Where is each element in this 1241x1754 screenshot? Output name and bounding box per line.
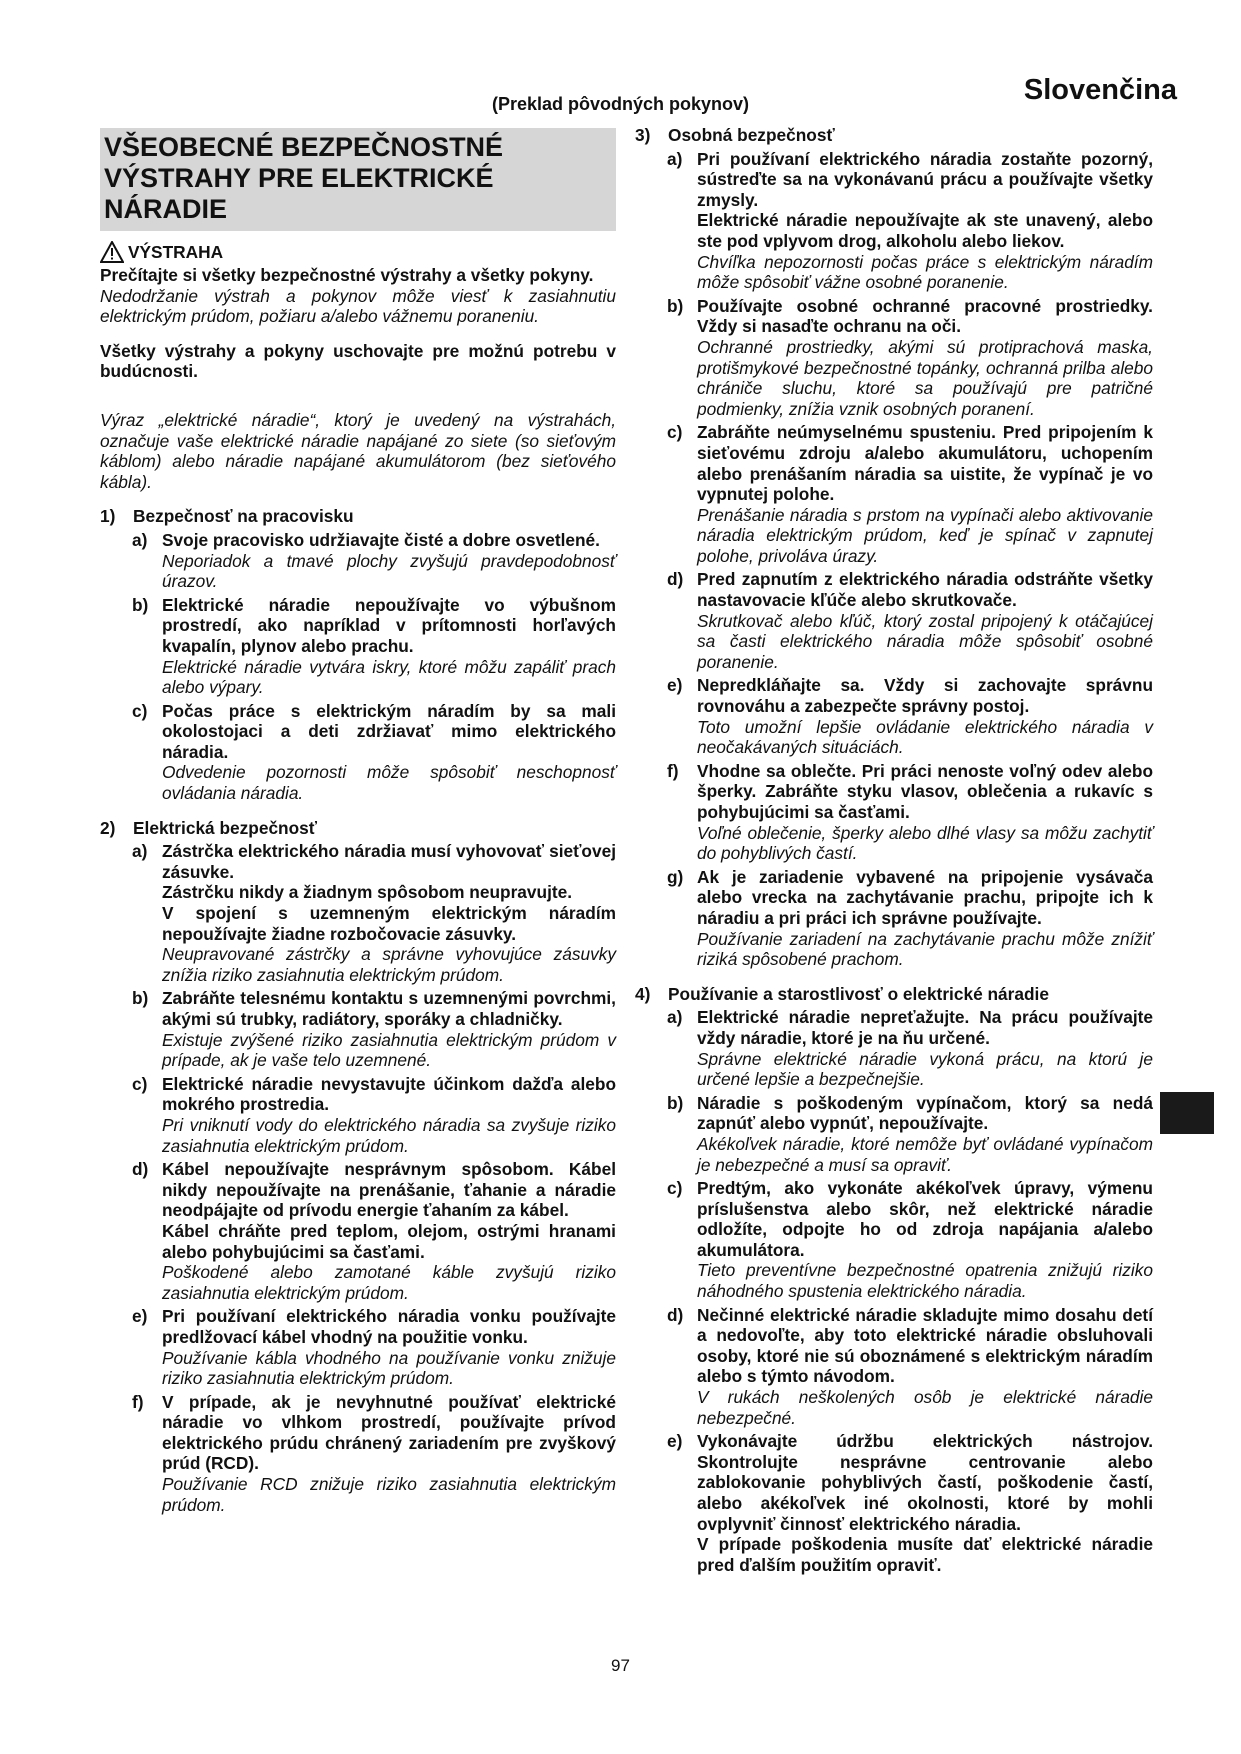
term-definition: Výraz „elektrické náradie“, ktorý je uvedený na výstrahách, označuje vaše elektrické náradie napájané zo siete (so sieťovým káblom) alebo náradie napájané akumulátorom (bez sieťového kábla).	[100, 409, 616, 492]
list-item: f) Vhodne sa oblečte. Pri práci nenoste voľný odev alebo šperky. Zabráňte styku vlasov, oblečenia a rukavíc s pohybujúcimi sa časťami. Voľné oblečenie, šperky alebo dlhé vlasy sa môžu zachytiť do pohyblivých častí.	[667, 760, 1153, 864]
list-item: c) Počas práce s elektrickým náradím by sa mali okolostojaci a deti zdržiavať mimo elektrického náradia. Odvedenie pozornosti môže spôsobiť neschopnosť ovládania náradia.	[132, 700, 616, 804]
section-title: VŠEOBECNÉ BEZPEČNOSTNÉ VÝSTRAHY PRE ELEKTRICKÉ NÁRADIE	[100, 128, 616, 231]
warning-heading	[100, 241, 616, 263]
chapter-tab-marker	[1160, 1092, 1214, 1134]
warning-triangle-icon	[100, 241, 124, 263]
section-4-heading: 4) Používanie a starostlivosť o elektrické náradie	[635, 983, 1049, 1004]
list-item: e) Vykonávajte údržbu elektrických nástrojov. Skontrolujte nesprávne centrovanie alebo zablokovanie pohyblivých častí, poškodenie častí, alebo akékoľvek iné okolnosti, ktoré by mohli ovplyvniť činnosť elektrického náradia. V prípade poškodenia musíte dať elektrické náradie pred ďalším použitím opraviť.	[667, 1431, 1153, 1575]
section-2-heading: 2) Elektrická bezpečnosť	[100, 817, 318, 838]
left-column	[100, 128, 616, 1515]
list-item: b) Používajte osobné ochranné pracovné prostriedky. Vždy si nasaďte ochranu na oči. Ochranné prostriedky, akými sú protiprachová maska, protišmykové bezpečnostné topánky, ochranná prilba alebo chrániče sluchu, ktoré sa používajú pre patričné podmienky, znížia vznik osobných poranení.	[667, 295, 1153, 419]
list-item: c) Zabráňte neúmyselnému spusteniu. Pred pripojením k sieťovému zdroju a/alebo akumulátoru, uchopením alebo prenášaním náradia sa uistite, že vypínač je vo vypnutej polohe. Prenášanie náradia s prstom na vypínači alebo aktivovanie náradia elektrickým prúdom, keď je spínač v zapnutej polohe, privoláva úrazy.	[667, 422, 1153, 566]
list-item: g) Ak je zariadenie vybavené na pripojenie vysávača alebo vrecka na zachytávanie prachu, pripojte ich k náradiu a pri práci ich správne používajte. Používanie zariadení na zachytávanie prachu môže znížiť riziká spôsobené prachom.	[667, 866, 1153, 970]
list-item: e) Pri používaní elektrického náradia vonku používajte predlžovací kábel vhodný na použitie vonku. Používanie kábla vhodného na používanie vonku znižuje riziko zasiahnutia elektrickým prúdom.	[132, 1306, 616, 1389]
list-item: f) V prípade, ak je nevyhnutné používať elektrické náradie vo vlhkom prostredí, používajte prívod elektrického prúdu chránený zariadením pre zvyškový prúd (RCD). Používanie RCD znižuje riziko zasiahnutia elektrickým prúdom.	[132, 1391, 616, 1515]
list-item: d) Nečinné elektrické náradie skladujte mimo dosahu detí a nedovoľte, aby toto elektrické náradie obsluhovali osoby, ktoré nie sú oboznámené s elektrickým náradím alebo s týmto návodom. V rukách neškolených osôb je elektrické náradie nebezpečné.	[667, 1304, 1153, 1428]
list-item: a) Svoje pracovisko udržiavajte čisté a dobre osvetlené. Neporiadok a tmavé plochy zvyšujú pravdepodobnosť úrazov.	[132, 529, 616, 592]
list-item: d) Pred zapnutím z elektrického náradia odstráňte všetky nastavovacie kľúče alebo skrutkovače. Skrutkovač alebo kľúč, ktorý zostal pripojený k otáčajúcej sa časti elektrického náradia môže spôsobiť osobné poranenie.	[667, 569, 1153, 672]
section-3-heading: 3) Osobná bezpečnosť	[635, 125, 835, 145]
right-column	[635, 125, 1153, 1575]
list-item: a) Zástrčka elektrického náradia musí vyhovovať sieťovej zásuvke. Zástrčku nikdy a žiadnym spôsobom neupravujte. V spojení s uzemneným elektrickým náradím nepoužívajte žiadne rozbočovacie zásuvky. Neupravované zástrčky a správne vyhovujúce zásuvky znížia riziko zasiahnutia elektrickým prúdom.	[132, 841, 616, 985]
list-item: a) Pri používaní elektrického náradia zostaňte pozorný, sústreďte sa na vykonávanú prácu a používajte všetky zmysly. Elektrické náradie nepoužívajte ak ste unavený, alebo ste pod vplyvom drog, alkoholu alebo liekov. Chvíľka nepozornosti počas práce s elektrickým náradím môže spôsobiť vážne osobné poranenie.	[667, 148, 1153, 293]
list-item: e) Nepredkláňajte sa. Vždy si zachovajte správnu rovnováhu a zabezpečte správny postoj. Toto umožní lepšie ovládanie elektrického náradia v neočakávaných situáciách.	[667, 675, 1153, 758]
translation-subtitle: (Preklad pôvodných pokynov)	[491, 94, 750, 114]
list-item: d) Kábel nepoužívajte nesprávnym spôsobom. Kábel nikdy nepoužívajte na prenášanie, ťahanie a náradie neodpájajte od prívodu energie ťahaním za kábel. Kábel chráňte pred teplom, olejom, ostrými hranami alebo pohybujúcimi sa časťami. Poškodené alebo zamotané káble zvyšujú riziko zasiahnutia elektrickým prúdom.	[132, 1159, 616, 1303]
section-1-heading: 1) Bezpečnosť na pracovisku	[100, 506, 354, 527]
language-label: Slovenčina	[1023, 74, 1177, 106]
list-item: a) Elektrické náradie nepreťažujte. Na prácu používajte vždy náradie, ktoré je na ňu určené. Správne elektrické náradie vykoná prácu, na ktorú je určené lepšie a bezpečnejšie.	[667, 1007, 1153, 1090]
page-number: 97	[611, 1656, 630, 1675]
list-item: c) Predtým, ako vykonáte akékoľvek úpravy, výmenu príslušenstva alebo skôr, než elektrické náradie odložíte, odpojte ho od zdroja napájania a/alebo akumulátora. Tieto preventívne bezpečnostné opatrenia znižujú riziko náhodného spustenia elektrického náradia.	[667, 1178, 1153, 1302]
list-item: b) Zabráňte telesnému kontaktu s uzemnenými povrchmi, akými sú trubky, radiátory, sporáky a chladničky. Existuje zvýšené riziko zasiahnutia elektrickým prúdom v prípade, ak je vaše telo uzemnené.	[132, 988, 616, 1071]
keep-instructions: Všetky výstrahy a pokyny uschovajte pre možnú potrebu v budúcnosti.	[100, 340, 616, 382]
intro-italic: Nedodržanie výstrah a pokynov môže viesť k zasiahnutiu elektrickým prúdom, požiaru a/alebo vážnemu poraneniu.	[100, 285, 616, 327]
list-item: b) Elektrické náradie nepoužívajte vo výbušnom prostredí, ako napríklad v prítomnosti horľavých kvapalín, plynov alebo prachu. Elektrické náradie vytvára iskry, ktoré môžu zapáliť prach alebo výpary.	[132, 594, 616, 698]
intro-bold: Prečítajte si všetky bezpečnostné výstrahy a všetky pokyny.	[100, 265, 594, 285]
warning-label: VÝSTRAHA	[128, 241, 224, 262]
list-item: b) Náradie s poškodeným vypínačom, ktorý sa nedá zapnúť alebo vypnúť, nepoužívajte. Akékoľvek náradie, ktoré nemôže byť ovládané vypínačom je nebezpečné a musí sa opraviť.	[667, 1092, 1153, 1175]
list-item: c) Elektrické náradie nevystavujte účinkom dažďa alebo mokrého prostredia. Pri vniknutí vody do elektrického náradia sa zvyšuje riziko zasiahnutia elektrickým prúdom.	[132, 1073, 616, 1156]
